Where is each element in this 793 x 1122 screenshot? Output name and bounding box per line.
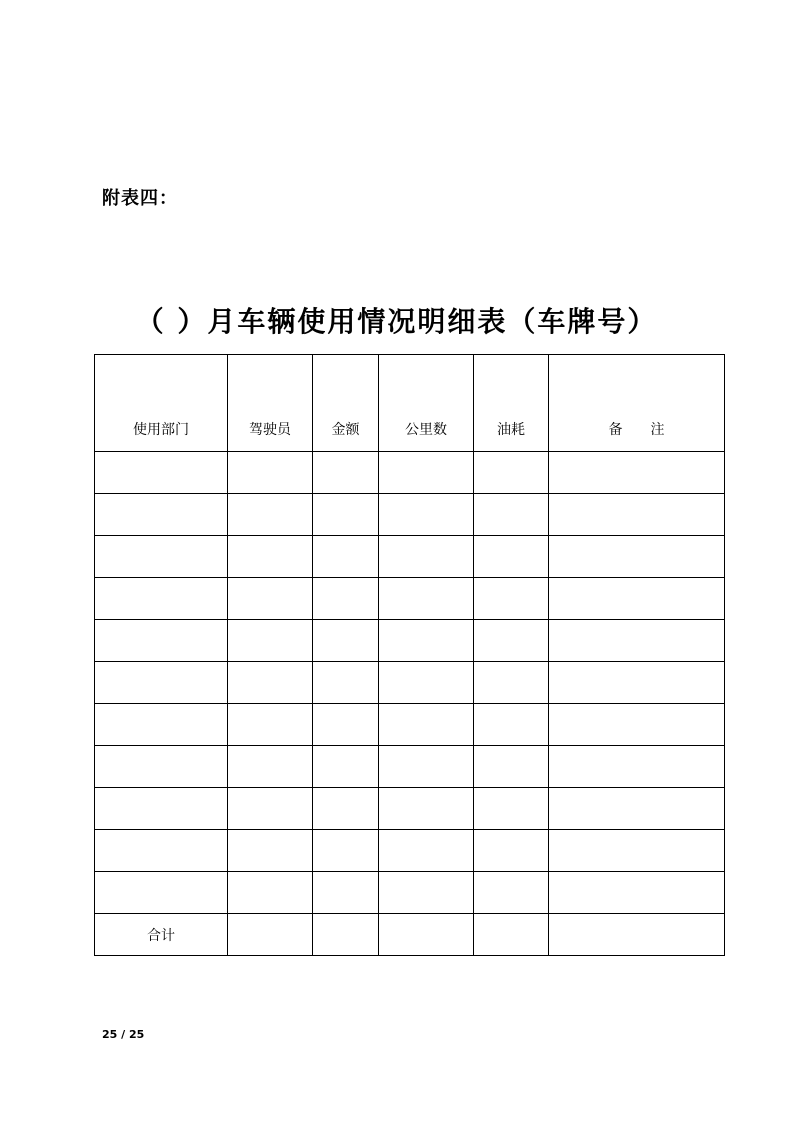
table-cell[interactable] <box>549 746 725 788</box>
table-cell[interactable] <box>549 872 725 914</box>
table-cell[interactable] <box>549 494 725 536</box>
table-cell[interactable] <box>313 578 379 620</box>
table-cell[interactable] <box>474 452 549 494</box>
table-cell[interactable] <box>313 704 379 746</box>
table-cell[interactable] <box>474 620 549 662</box>
table-cell[interactable] <box>95 578 228 620</box>
table-cell[interactable] <box>549 578 725 620</box>
table-cell[interactable] <box>95 830 228 872</box>
table-cell[interactable] <box>379 872 474 914</box>
header-amount: 金额 <box>313 355 379 452</box>
header-driver: 驾驶员 <box>228 355 313 452</box>
table-cell[interactable] <box>379 494 474 536</box>
table-cell[interactable] <box>474 872 549 914</box>
table-cell[interactable] <box>379 914 474 956</box>
page-number: 25 / 25 <box>102 1028 145 1041</box>
vehicle-usage-table <box>94 354 725 956</box>
table-cell[interactable] <box>95 704 228 746</box>
table-row <box>95 452 725 494</box>
table-cell[interactable] <box>474 830 549 872</box>
table-row <box>95 704 725 746</box>
table-cell[interactable] <box>549 704 725 746</box>
table-cell[interactable] <box>95 494 228 536</box>
table-cell[interactable] <box>474 662 549 704</box>
appendix-label: 附表四： <box>102 188 178 209</box>
table-cell[interactable] <box>313 830 379 872</box>
table-cell[interactable] <box>313 494 379 536</box>
table-cell[interactable] <box>474 746 549 788</box>
table-row <box>95 788 725 830</box>
header-department: 使用部门 <box>95 355 228 452</box>
table-cell[interactable] <box>379 452 474 494</box>
table-row <box>95 536 725 578</box>
table-cell[interactable] <box>549 830 725 872</box>
table-cell[interactable] <box>313 746 379 788</box>
table-cell[interactable] <box>313 788 379 830</box>
table-cell[interactable] <box>313 620 379 662</box>
table-cell[interactable] <box>95 536 228 578</box>
table-cell[interactable] <box>474 494 549 536</box>
table-cell[interactable] <box>313 662 379 704</box>
table-cell[interactable] <box>474 536 549 578</box>
table-cell[interactable] <box>228 662 313 704</box>
table-cell[interactable] <box>95 620 228 662</box>
table-cell[interactable] <box>549 662 725 704</box>
table-cell[interactable] <box>95 788 228 830</box>
table-row <box>95 872 725 914</box>
header-mileage: 公里数 <box>379 355 474 452</box>
header-remarks: 备 注 <box>549 355 725 452</box>
table-cell[interactable] <box>228 788 313 830</box>
table-cell[interactable] <box>379 620 474 662</box>
table-row <box>95 494 725 536</box>
header-fuel-consumption: 油耗 <box>474 355 549 452</box>
table-cell[interactable] <box>379 536 474 578</box>
table-cell[interactable] <box>379 578 474 620</box>
table-cell[interactable] <box>313 452 379 494</box>
table-cell[interactable] <box>228 536 313 578</box>
table-row <box>95 662 725 704</box>
table-cell[interactable] <box>313 914 379 956</box>
table-cell[interactable] <box>379 704 474 746</box>
table-cell[interactable] <box>549 788 725 830</box>
table-cell[interactable] <box>379 662 474 704</box>
table-cell[interactable] <box>313 872 379 914</box>
table-row <box>95 830 725 872</box>
table-cell[interactable] <box>379 830 474 872</box>
table-cell[interactable] <box>228 704 313 746</box>
table-cell[interactable] <box>228 872 313 914</box>
table-cell[interactable] <box>549 536 725 578</box>
table-cell[interactable] <box>474 914 549 956</box>
table-cell[interactable] <box>228 830 313 872</box>
table-cell[interactable] <box>95 872 228 914</box>
table-header-row <box>95 355 725 452</box>
table-cell[interactable] <box>549 452 725 494</box>
table-row <box>95 578 725 620</box>
table-cell[interactable] <box>549 914 725 956</box>
table-cell[interactable] <box>474 704 549 746</box>
table-cell[interactable] <box>228 746 313 788</box>
table-cell[interactable] <box>379 788 474 830</box>
total-row <box>95 914 725 956</box>
table-cell[interactable] <box>228 578 313 620</box>
table-cell[interactable] <box>313 536 379 578</box>
document-title: （ ）月车辆使用情况明细表（车牌号） <box>135 305 658 338</box>
table-cell[interactable] <box>95 452 228 494</box>
table-row <box>95 620 725 662</box>
table-cell[interactable] <box>228 494 313 536</box>
total-label: 合计 <box>95 914 228 956</box>
table-cell[interactable] <box>549 620 725 662</box>
table-cell[interactable] <box>228 914 313 956</box>
table-cell[interactable] <box>379 746 474 788</box>
table-row <box>95 746 725 788</box>
table-cell[interactable] <box>228 620 313 662</box>
table-cell[interactable] <box>95 746 228 788</box>
table-cell[interactable] <box>228 452 313 494</box>
table-cell[interactable] <box>474 788 549 830</box>
table-body <box>95 452 725 956</box>
table-cell[interactable] <box>95 662 228 704</box>
table-cell[interactable] <box>474 578 549 620</box>
